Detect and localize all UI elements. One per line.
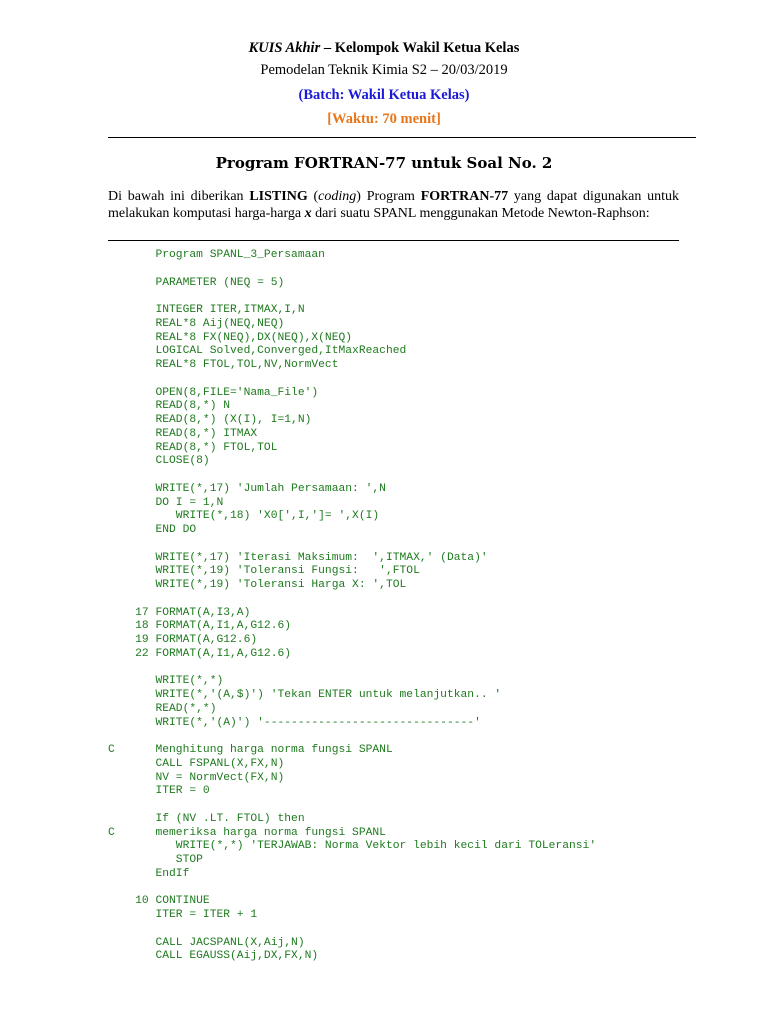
code-line: REAL*8 FTOL,TOL,NV,NormVect xyxy=(108,359,339,371)
code-line: REAL*8 Aij(NEQ,NEQ) xyxy=(108,317,285,330)
code-line: WRITE(*,19) 'Toleransi Harga X: ',TOL xyxy=(108,579,407,591)
code-line xyxy=(108,469,596,483)
header-divider xyxy=(108,137,696,138)
code-line: END DO xyxy=(108,524,197,536)
code-line: REAL*8 FX(NEQ),DX(NEQ),X(NEQ) xyxy=(108,331,353,344)
course-line: Pemodelan Teknik Kimia S2 – 20/03/2019 xyxy=(260,62,508,78)
code-line: C memeriksa harga norma fungsi SPANL xyxy=(108,826,386,839)
code-line: C Menghitung harga norma fungsi SPANL xyxy=(108,744,393,756)
intro-part-2: ( xyxy=(307,189,319,204)
code-line: STOP xyxy=(108,854,203,866)
code-line: CLOSE(8) xyxy=(108,455,210,468)
code-line xyxy=(108,593,596,607)
code-line: If (NV .LT. FTOL) then xyxy=(108,812,305,825)
time-text: Waktu: 70 menit xyxy=(332,111,436,127)
code-line: WRITE(*,17) 'Iterasi Maksimum: ',ITMAX,' (Data)' xyxy=(108,551,488,564)
code-line: PARAMETER (NEQ = 5) xyxy=(108,276,285,289)
code-line: NV = NormVect(FX,N) xyxy=(108,771,285,784)
code-line: WRITE(*,*) xyxy=(108,675,224,688)
code-line: Program SPANL_3_Persamaan xyxy=(108,249,325,261)
code-line xyxy=(108,799,596,813)
code-line: WRITE(*,19) 'Toleransi Fungsi: ',FTOL xyxy=(108,565,420,578)
intro-coding: coding xyxy=(318,189,357,204)
quiz-title-italic: KUIS Akhir xyxy=(248,40,321,56)
code-line: READ(8,*) (X(I), I=1,N) xyxy=(108,414,312,426)
code-line: CALL JACSPANL(X,Aij,N) xyxy=(108,936,305,949)
code-line: INTEGER ITER,ITMAX,I,N xyxy=(108,304,305,316)
intro-part-4: yang dapat digunakan untuk melakukan komputasi harga-harga xyxy=(108,189,679,221)
code-line: CALL FSPANL(X,FX,N) xyxy=(108,757,285,770)
code-line: OPEN(8,FILE='Nama_File') xyxy=(108,386,319,399)
code-line xyxy=(108,662,596,676)
code-line: READ(*,*) xyxy=(108,702,217,715)
code-line: ITER = ITER + 1 xyxy=(108,909,258,921)
code-line xyxy=(108,263,596,277)
code-line: CALL EGAUSS(Aij,DX,FX,N) xyxy=(108,950,319,963)
code-line: WRITE(*,'(A)') '-------------------------------' xyxy=(108,716,481,729)
quiz-title-rest: – Kelompok Wakil Ketua Kelas xyxy=(320,40,520,56)
code-line xyxy=(108,882,596,896)
batch-line: (Batch: Wakil Ketua Kelas) xyxy=(298,87,470,103)
fortran-code-listing xyxy=(108,249,596,964)
code-line xyxy=(108,538,596,552)
code-line: EndIf xyxy=(108,867,190,880)
code-line: WRITE(*,*) 'TERJAWAB: Norma Vektor lebih kecil dari TOLeransi' xyxy=(108,840,597,853)
code-line: DO I = 1,N xyxy=(108,496,224,509)
intro-x: x xyxy=(304,206,312,221)
section-title: Program FORTRAN-77 untuk Soal No. 2 xyxy=(215,154,553,172)
code-line: READ(8,*) N xyxy=(108,400,231,413)
code-line: 18 FORMAT(A,I1,A,G12.6) xyxy=(108,620,292,633)
intro-part-3: ) Program xyxy=(356,189,421,204)
code-line: WRITE(*,18) 'X0[',I,']= ',X(I) xyxy=(108,510,380,523)
code-line xyxy=(108,290,596,304)
quiz-title xyxy=(0,40,768,57)
time-open-bracket: [ xyxy=(327,111,333,127)
code-line xyxy=(108,923,596,937)
intro-part-1: Di bawah ini diberikan xyxy=(108,189,250,204)
code-line: 17 FORMAT(A,I3,A) xyxy=(108,606,251,619)
intro-listing: LISTING xyxy=(249,189,308,204)
code-line xyxy=(108,730,596,744)
code-line: LOGICAL Solved,Converged,ItMaxReached xyxy=(108,345,407,358)
code-line: WRITE(*,17) 'Jumlah Persamaan: ',N xyxy=(108,482,386,495)
intro-divider xyxy=(108,240,679,241)
code-line xyxy=(108,373,596,387)
code-line: 22 FORMAT(A,I1,A,G12.6) xyxy=(108,647,292,660)
intro-fortran: FORTRAN-77 xyxy=(420,189,509,204)
code-line: 19 FORMAT(A,G12.6) xyxy=(108,634,258,646)
code-line: WRITE(*,'(A,$)') 'Tekan ENTER untuk melanjutkan.. ' xyxy=(108,689,502,701)
code-line: 10 CONTINUE xyxy=(108,895,210,908)
code-line: ITER = 0 xyxy=(108,785,210,798)
intro-part-5: dari suatu SPANL menggunakan Metode Newton-Raphson: xyxy=(311,206,650,221)
time-line xyxy=(0,111,768,128)
intro-paragraph xyxy=(108,188,679,222)
code-line: READ(8,*) FTOL,TOL xyxy=(108,441,278,454)
time-close-bracket: ] xyxy=(435,111,441,127)
code-line: READ(8,*) ITMAX xyxy=(108,427,258,440)
